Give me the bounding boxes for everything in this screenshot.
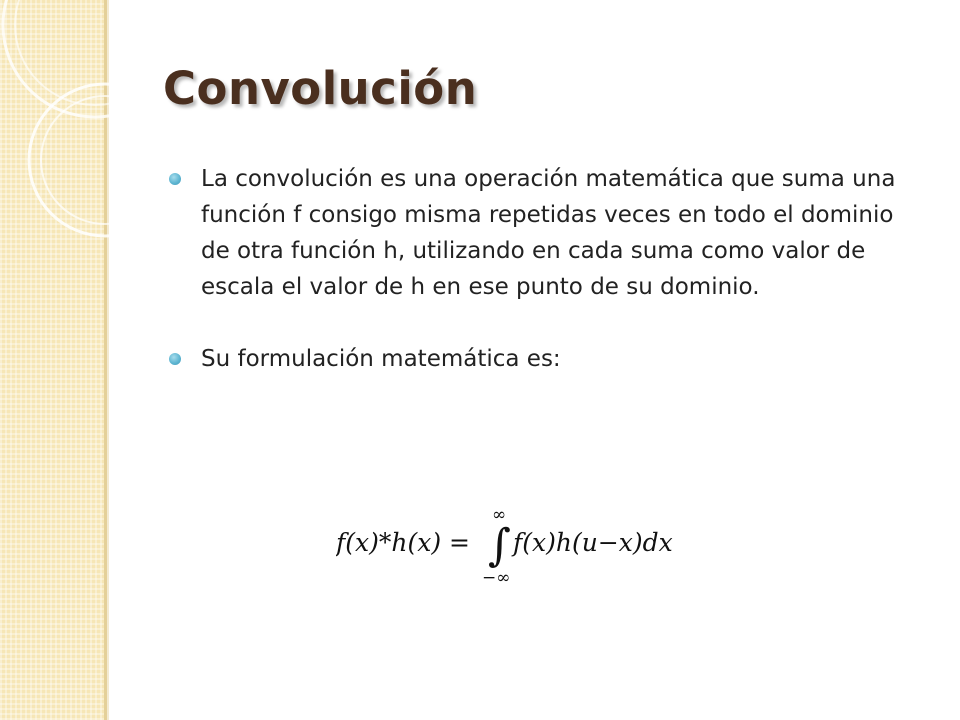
bullet-text: La convolución es una operación matemática que suma una función f consigo misma repetidas veces en todo el dominio de otra función h, utilizando en cada suma como valor de escala el valor de h en ese punto de su dominio. xyxy=(201,166,896,300)
convolution-formula xyxy=(336,503,676,589)
formula-integrand: f(x)h(u−x)dx xyxy=(513,528,673,557)
formula-lhs: f(x)*h(x) = xyxy=(336,528,470,557)
slide-title: Convolución xyxy=(163,62,478,115)
formula-upper-limit: ∞ xyxy=(492,505,507,525)
bullet-dot-icon xyxy=(169,353,181,365)
bullet-item-formulation xyxy=(164,341,904,377)
formula-integral-sign: ∫ xyxy=(488,520,511,571)
bullet-item-definition xyxy=(164,161,904,305)
bullet-text: Su formulación matemática es: xyxy=(201,346,561,372)
bullet-dot-icon xyxy=(169,173,181,185)
bullet-list xyxy=(164,161,904,377)
formula-lower-limit: −∞ xyxy=(482,568,511,588)
concentric-rings-decoration xyxy=(0,0,180,300)
